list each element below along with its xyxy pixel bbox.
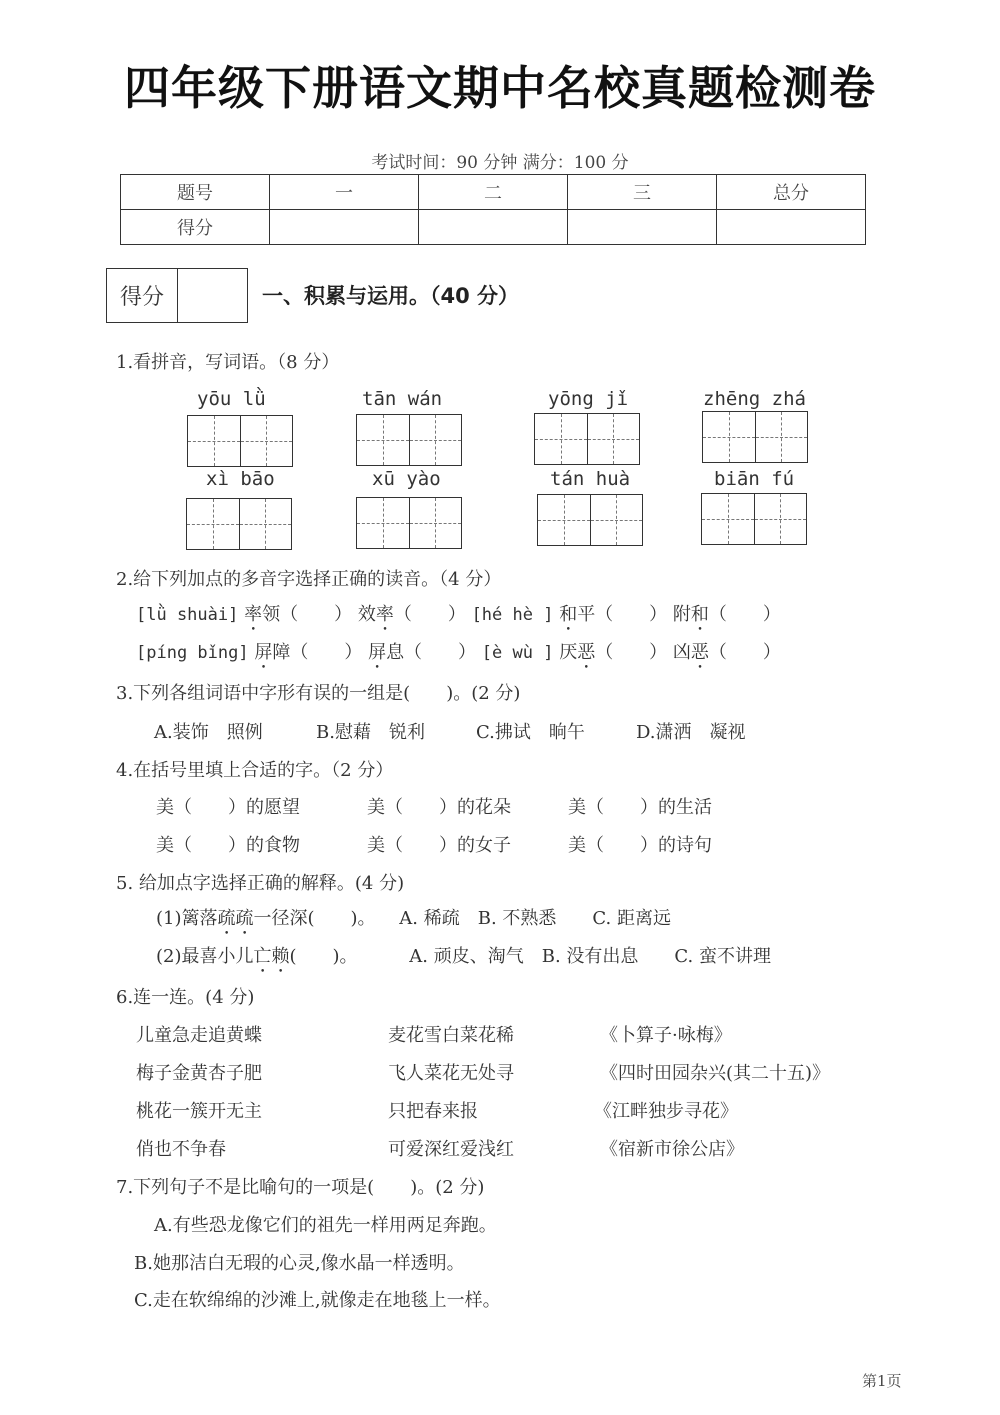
section-score-box (106, 268, 248, 323)
answer-blank[interactable]: （ ） (393, 604, 466, 625)
item-options[interactable]: A. 稀疏 B. 不熟悉 C. 距离远 (399, 908, 671, 929)
question-5-item-1 (156, 904, 671, 939)
score-table (120, 174, 866, 245)
match-left-item[interactable]: 俏也不争春 (136, 1139, 226, 1160)
pinyin-label: xì bāo (206, 468, 275, 490)
option-c[interactable]: C.拂试 晌午 (476, 722, 585, 743)
pronunciation-options: [píng bǐng] (136, 643, 249, 663)
question-2-row (136, 600, 781, 635)
score-input-cell[interactable] (568, 210, 717, 245)
option-a[interactable]: A.有些恐龙像它们的祖先一样用两足奔跑。 (154, 1215, 497, 1236)
option-d[interactable]: D.潇洒 凝视 (636, 722, 746, 743)
match-right-item[interactable]: 《江畔独步寻花》 (594, 1101, 738, 1122)
match-middle-item[interactable]: 飞人菜花无处寻 (388, 1063, 514, 1084)
pronunciation-options: [hé hè ] (471, 605, 554, 625)
option-b[interactable]: B.慰藉 锐利 (316, 722, 425, 743)
answer-blank[interactable]: ( )。 (289, 946, 358, 967)
dotted-chars: 亡赖 (253, 946, 290, 967)
writing-grid[interactable] (534, 413, 640, 465)
exam-title: 四年级下册语文期中名校真题检测卷 (124, 61, 876, 115)
section-score-label: 得分 (107, 269, 178, 322)
option-a[interactable]: A.装饰 照例 (154, 722, 263, 743)
answer-blank[interactable]: （ ） (595, 642, 668, 663)
score-table-score-row (121, 210, 866, 245)
fill-item[interactable]: 美（ ）的生活 (568, 797, 712, 818)
item-options[interactable]: A. 顽皮、淘气 B. 没有出息 C. 蛮不讲理 (409, 946, 771, 967)
writing-grid[interactable] (356, 497, 462, 549)
exam-info: 考试时间：90 分钟 满分：100 分 (371, 153, 629, 173)
dotted-char: 率 (244, 604, 263, 625)
pinyin-label: tān wán (362, 388, 443, 410)
word-text: 附 (672, 604, 691, 625)
score-cell: 总分 (717, 175, 866, 210)
dotted-chars: 疏疏 (217, 908, 254, 929)
dotted-char: 和 (690, 604, 709, 625)
dotted-char: 率 (375, 604, 394, 625)
writing-grid[interactable] (356, 414, 462, 466)
question-1-prompt: 1.看拼音，写词语。（8 分） (116, 352, 340, 373)
writing-grid[interactable] (537, 494, 643, 546)
fill-item[interactable]: 美（ ）的花朵 (367, 797, 511, 818)
score-cell: 题号 (121, 175, 270, 210)
word-text: 厌 (559, 642, 578, 663)
score-input-cell[interactable] (270, 210, 419, 245)
writing-grid[interactable] (187, 415, 293, 467)
pinyin-label: yōng jǐ (548, 388, 629, 410)
writing-grid[interactable] (702, 411, 808, 463)
answer-blank[interactable]: 领（ ） (262, 604, 353, 625)
question-5-prompt: 5. 给加点字选择正确的解释。(4 分) (116, 873, 405, 894)
question-7-prompt: 7.下列句子不是比喻句的一项是( )。(2 分) (116, 1177, 485, 1198)
match-right-item[interactable]: 《卜算子·咏梅》 (600, 1025, 732, 1046)
question-2-row (136, 638, 781, 673)
score-input-cell[interactable] (419, 210, 568, 245)
dotted-char: 恶 (577, 642, 596, 663)
pinyin-label: yōu lǜ (197, 388, 266, 410)
pronunciation-options: [lǜ shuài] (136, 605, 239, 625)
match-left-item[interactable]: 梅子金黄杏子肥 (136, 1063, 262, 1084)
match-middle-item[interactable]: 可爱深红爱浅红 (388, 1139, 514, 1160)
writing-grid[interactable] (186, 498, 292, 550)
question-2-prompt: 2.给下列加点的多音字选择正确的读音。（4 分） (116, 569, 502, 590)
word-text: 效 (357, 604, 376, 625)
option-c[interactable]: C.走在软绵绵的沙滩上,就像走在地毯上一样。 (134, 1290, 501, 1311)
score-cell: 三 (568, 175, 717, 210)
answer-blank[interactable]: 平（ ） (577, 604, 668, 625)
score-cell: 得分 (121, 210, 270, 245)
dotted-char: 和 (559, 604, 578, 625)
question-5-item-2 (156, 942, 771, 977)
fill-item[interactable]: 美（ ）的愿望 (156, 797, 300, 818)
option-b[interactable]: B.她那洁白无瑕的心灵,像水晶一样透明。 (134, 1253, 465, 1274)
fill-item[interactable]: 美（ ）的食物 (156, 835, 300, 856)
question-3-prompt: 3.下列各组词语中字形有误的一组是( )。(2 分) (116, 683, 521, 704)
answer-blank[interactable]: （ ） (708, 604, 781, 625)
section-score-input[interactable] (178, 269, 247, 322)
pronunciation-options: [è wù ] (481, 643, 554, 663)
score-table-header-row (121, 175, 866, 210)
pinyin-label: xū yào (372, 468, 441, 490)
match-left-item[interactable]: 桃花一簇开无主 (136, 1101, 262, 1122)
word-text: 凶 (672, 642, 691, 663)
match-middle-item[interactable]: 麦花雪白菜花稀 (388, 1025, 514, 1046)
match-left-item[interactable]: 儿童急走追黄蝶 (136, 1025, 262, 1046)
section-title: 一、积累与运用。（40 分） (262, 284, 520, 308)
answer-blank[interactable]: （ ） (708, 642, 781, 663)
fill-item[interactable]: 美（ ）的诗句 (568, 835, 712, 856)
dotted-char: 屏 (254, 642, 273, 663)
page-number: 第1页 (862, 1372, 902, 1390)
score-cell: 一 (270, 175, 419, 210)
pinyin-label: biān fú (714, 468, 795, 490)
match-right-item[interactable]: 《四时田园杂兴(其二十五)》 (600, 1063, 831, 1084)
item-text: (2)最喜小儿 (156, 946, 254, 967)
fill-item[interactable]: 美（ ）的女子 (367, 835, 511, 856)
answer-blank[interactable]: 障（ ） (272, 642, 363, 663)
match-right-item[interactable]: 《宿新市徐公店》 (600, 1139, 744, 1160)
score-cell: 二 (419, 175, 568, 210)
answer-blank[interactable]: 一径深( )。 (253, 908, 376, 929)
match-middle-item[interactable]: 只把春来报 (388, 1101, 478, 1122)
score-input-cell[interactable] (717, 210, 866, 245)
item-text: (1)篱落 (156, 908, 218, 929)
writing-grid[interactable] (701, 493, 807, 545)
dotted-char: 屏 (368, 642, 387, 663)
question-4-prompt: 4.在括号里填上合适的字。（2 分） (116, 760, 394, 781)
pinyin-label: tán huà (550, 468, 631, 490)
answer-blank[interactable]: 息（ ） (386, 642, 477, 663)
pinyin-label: zhēng zhá (703, 388, 806, 410)
question-6-prompt: 6.连一连。(4 分) (116, 987, 255, 1008)
dotted-char: 恶 (690, 642, 709, 663)
